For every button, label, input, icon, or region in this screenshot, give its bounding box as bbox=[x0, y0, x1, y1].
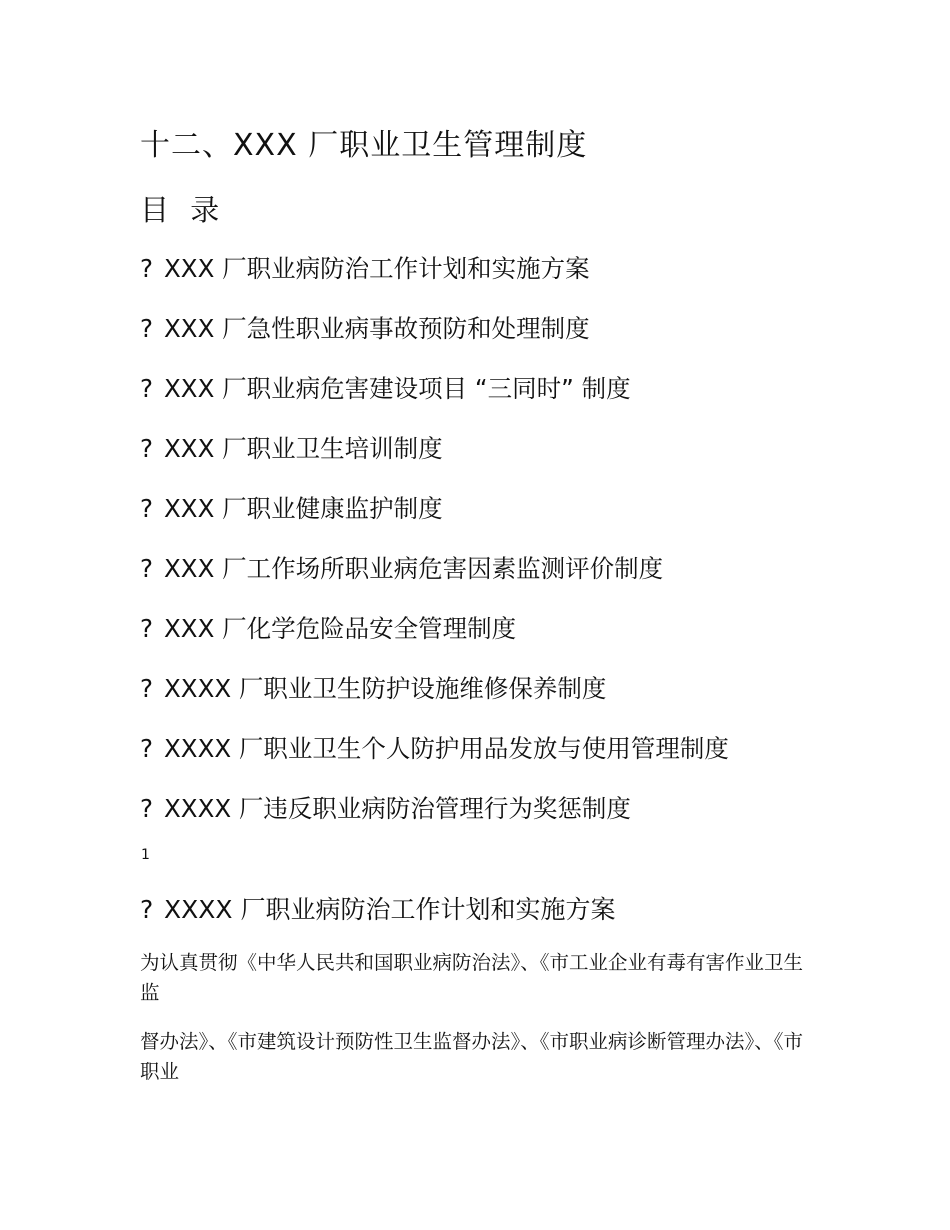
toc-bullet: ? bbox=[140, 674, 154, 703]
toc-item-text: XXX 厂急性职业病事故预防和处理制度 bbox=[164, 314, 590, 343]
document-title: 十二、XXX 厂职业卫生管理制度 bbox=[140, 128, 588, 163]
toc-item-text: XXX 厂职业病防治工作计划和实施方案 bbox=[164, 254, 590, 283]
section-heading bbox=[140, 890, 615, 926]
toc-bullet: ? bbox=[140, 434, 154, 463]
toc-bullet: ? bbox=[140, 614, 154, 643]
toc-bullet: ? bbox=[140, 314, 154, 343]
toc-bullet: ? bbox=[140, 554, 154, 583]
toc-item bbox=[140, 370, 729, 430]
toc-item-text: XXXX 厂职业卫生防护设施维修保养制度 bbox=[164, 674, 607, 703]
toc-heading: 目 录 bbox=[140, 193, 226, 227]
toc-item bbox=[140, 790, 729, 850]
body-paragraph: 为认真贯彻《中华人民共和国职业病防治法》、《市工业企业有毒有害作业卫生监 bbox=[140, 951, 804, 1004]
toc-item-text: XXX 厂化学危险品安全管理制度 bbox=[164, 614, 517, 643]
toc-item-text: XXXX 厂违反职业病防治管理行为奖惩制度 bbox=[164, 794, 631, 823]
toc-bullet: ? bbox=[140, 734, 154, 763]
toc-item-text: XXX 厂职业健康监护制度 bbox=[164, 494, 443, 523]
toc-item bbox=[140, 610, 729, 670]
page-number: 1 bbox=[141, 847, 150, 863]
toc-item bbox=[140, 430, 729, 490]
toc-item bbox=[140, 550, 729, 610]
body-paragraph: 督办法》、《市建筑设计预防性卫生监督办法》、《市职业病诊断管理办法》、《市职业 bbox=[140, 1030, 804, 1083]
toc-bullet: ? bbox=[140, 494, 154, 523]
toc-list bbox=[140, 250, 729, 850]
toc-bullet: ? bbox=[140, 374, 154, 403]
section-heading-text: XXXX 厂职业病防治工作计划和实施方案 bbox=[164, 895, 616, 924]
section-bullet: ? bbox=[140, 895, 154, 924]
toc-item bbox=[140, 310, 729, 370]
toc-item bbox=[140, 670, 729, 730]
toc-item-text: XXX 厂工作场所职业病危害因素监测评价制度 bbox=[164, 554, 664, 583]
toc-bullet: ? bbox=[140, 794, 154, 823]
toc-item-text: XXX 厂职业病危害建设项目 “三同时” 制度 bbox=[164, 374, 631, 403]
toc-item bbox=[140, 490, 729, 550]
toc-item bbox=[140, 730, 729, 790]
toc-item-text: XXX 厂职业卫生培训制度 bbox=[164, 434, 443, 463]
toc-bullet: ? bbox=[140, 254, 154, 283]
toc-item bbox=[140, 250, 729, 310]
toc-item-text: XXXX 厂职业卫生个人防护用品发放与使用管理制度 bbox=[164, 734, 729, 763]
